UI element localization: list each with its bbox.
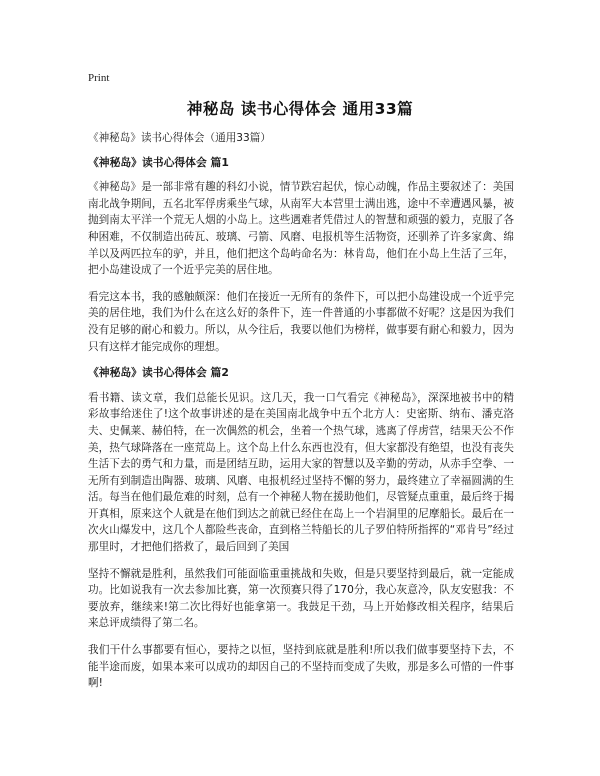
paragraph: 看书籍、读文章，我们总能长见识。这几天，我一口气看完《神秘岛》，深深地被书中的精彩故事给迷住了!这个故事讲述的是在美国南北战争中五个北方人：史密斯、纳布、潘克洛夫、史佩莱、赫伯特，在一次偶然的机会，坐着一个热气球，逃离了俘虏营，结果天公不作美，热气球降落在一座荒岛上。这个岛上什么东西也没有，但大家都没有绝望，也没有丧失生活下去的勇气和力量，而是团结互助，运用大家的智慧以及辛勤的劳动，从赤手空拳、一无所有到制造出陶器、玻璃、风磨、电报机经过坚持不懈的努力，最终建立了幸福圆满的生活。每当在他们最危难的时刻，总有一个神秘人物在援助他们，尽管疑点重重，最后终于揭开真相，原来这个人就是在他们到达之前就已经住在岛上一个岩洞里的尼摩船长。最后在一次火山爆发中，这几个人都险些丧命，直到格兰特船长的儿子罗伯特所指挥的“邓肯号”经过那里时，才把他们搭救了，最后回到了美国 bbox=[88, 391, 514, 554]
section-1 bbox=[88, 155, 514, 356]
document-subtitle: 《神秘岛》读书心得体会（通用33篇） bbox=[88, 132, 271, 144]
paragraph: 《神秘岛》是一部非常有趣的科幻小说，情节跌宕起伏，惊心动魄，作品主要叙述了：美国南北战争期间，五名北军俘虏乘坐气球，从南军大本营里士满出逃，途中不幸遭遇风暴，被抛到南太平洋一个荒无人烟的小岛上。这些遇难者凭借过人的智慧和顽强的毅力，克服了各种困难，不仅制造出砖瓦、玻璃、弓箭、风磨、电报机等生活物资，还驯养了许多家禽、绵羊以及两匹拉车的驴，并且，他们把这个岛屿命名为：林肯岛，他们在小岛上生活了三年，把小岛建设成了一个近乎完美的居住地。 bbox=[88, 181, 514, 277]
section-heading: 《神秘岛》读书心得体会 篇1 bbox=[88, 155, 229, 169]
print-label[interactable]: Print bbox=[88, 72, 110, 84]
paragraph: 坚持不懈就是胜利，虽然我们可能面临重重挑战和失败，但是只要坚持到最后，就一定能成功。比如说我有一次去参加比赛，第一次预赛只得了170分，我心灰意冷，队友安慰我：不要放弃，继续来!第二次比得好也能拿第一。我鼓足干劲，马上开始修改相关程序，结果后来总评成绩得了第二名。 bbox=[88, 567, 514, 630]
paragraph: 看完这本书，我的感触颇深：他们在接近一无所有的条件下，可以把小岛建设成一个近乎完美的居住地，我们为什么在这么好的条件下，连一件普通的小事都做不好呢？这是因为我们没有足够的耐心和毅力。所以，从今往后，我要以他们为榜样，做事要有耐心和毅力，因为只有这样才能完成你的理想。 bbox=[88, 290, 514, 353]
section-heading: 《神秘岛》读书心得体会 篇2 bbox=[88, 366, 229, 380]
section-2 bbox=[88, 365, 514, 692]
paragraph: 我们干什么事都要有恒心，要持之以恒，坚持到底就是胜利!所以我们做事要坚持下去，不能半途而废，如果本来可以成功的却因自己的不坚持而变成了失败，那是多么可惜的一件事啊! bbox=[88, 644, 514, 690]
document-title: 神秘岛 读书心得体会 通用33篇 bbox=[186, 100, 414, 118]
document-body bbox=[88, 130, 514, 702]
